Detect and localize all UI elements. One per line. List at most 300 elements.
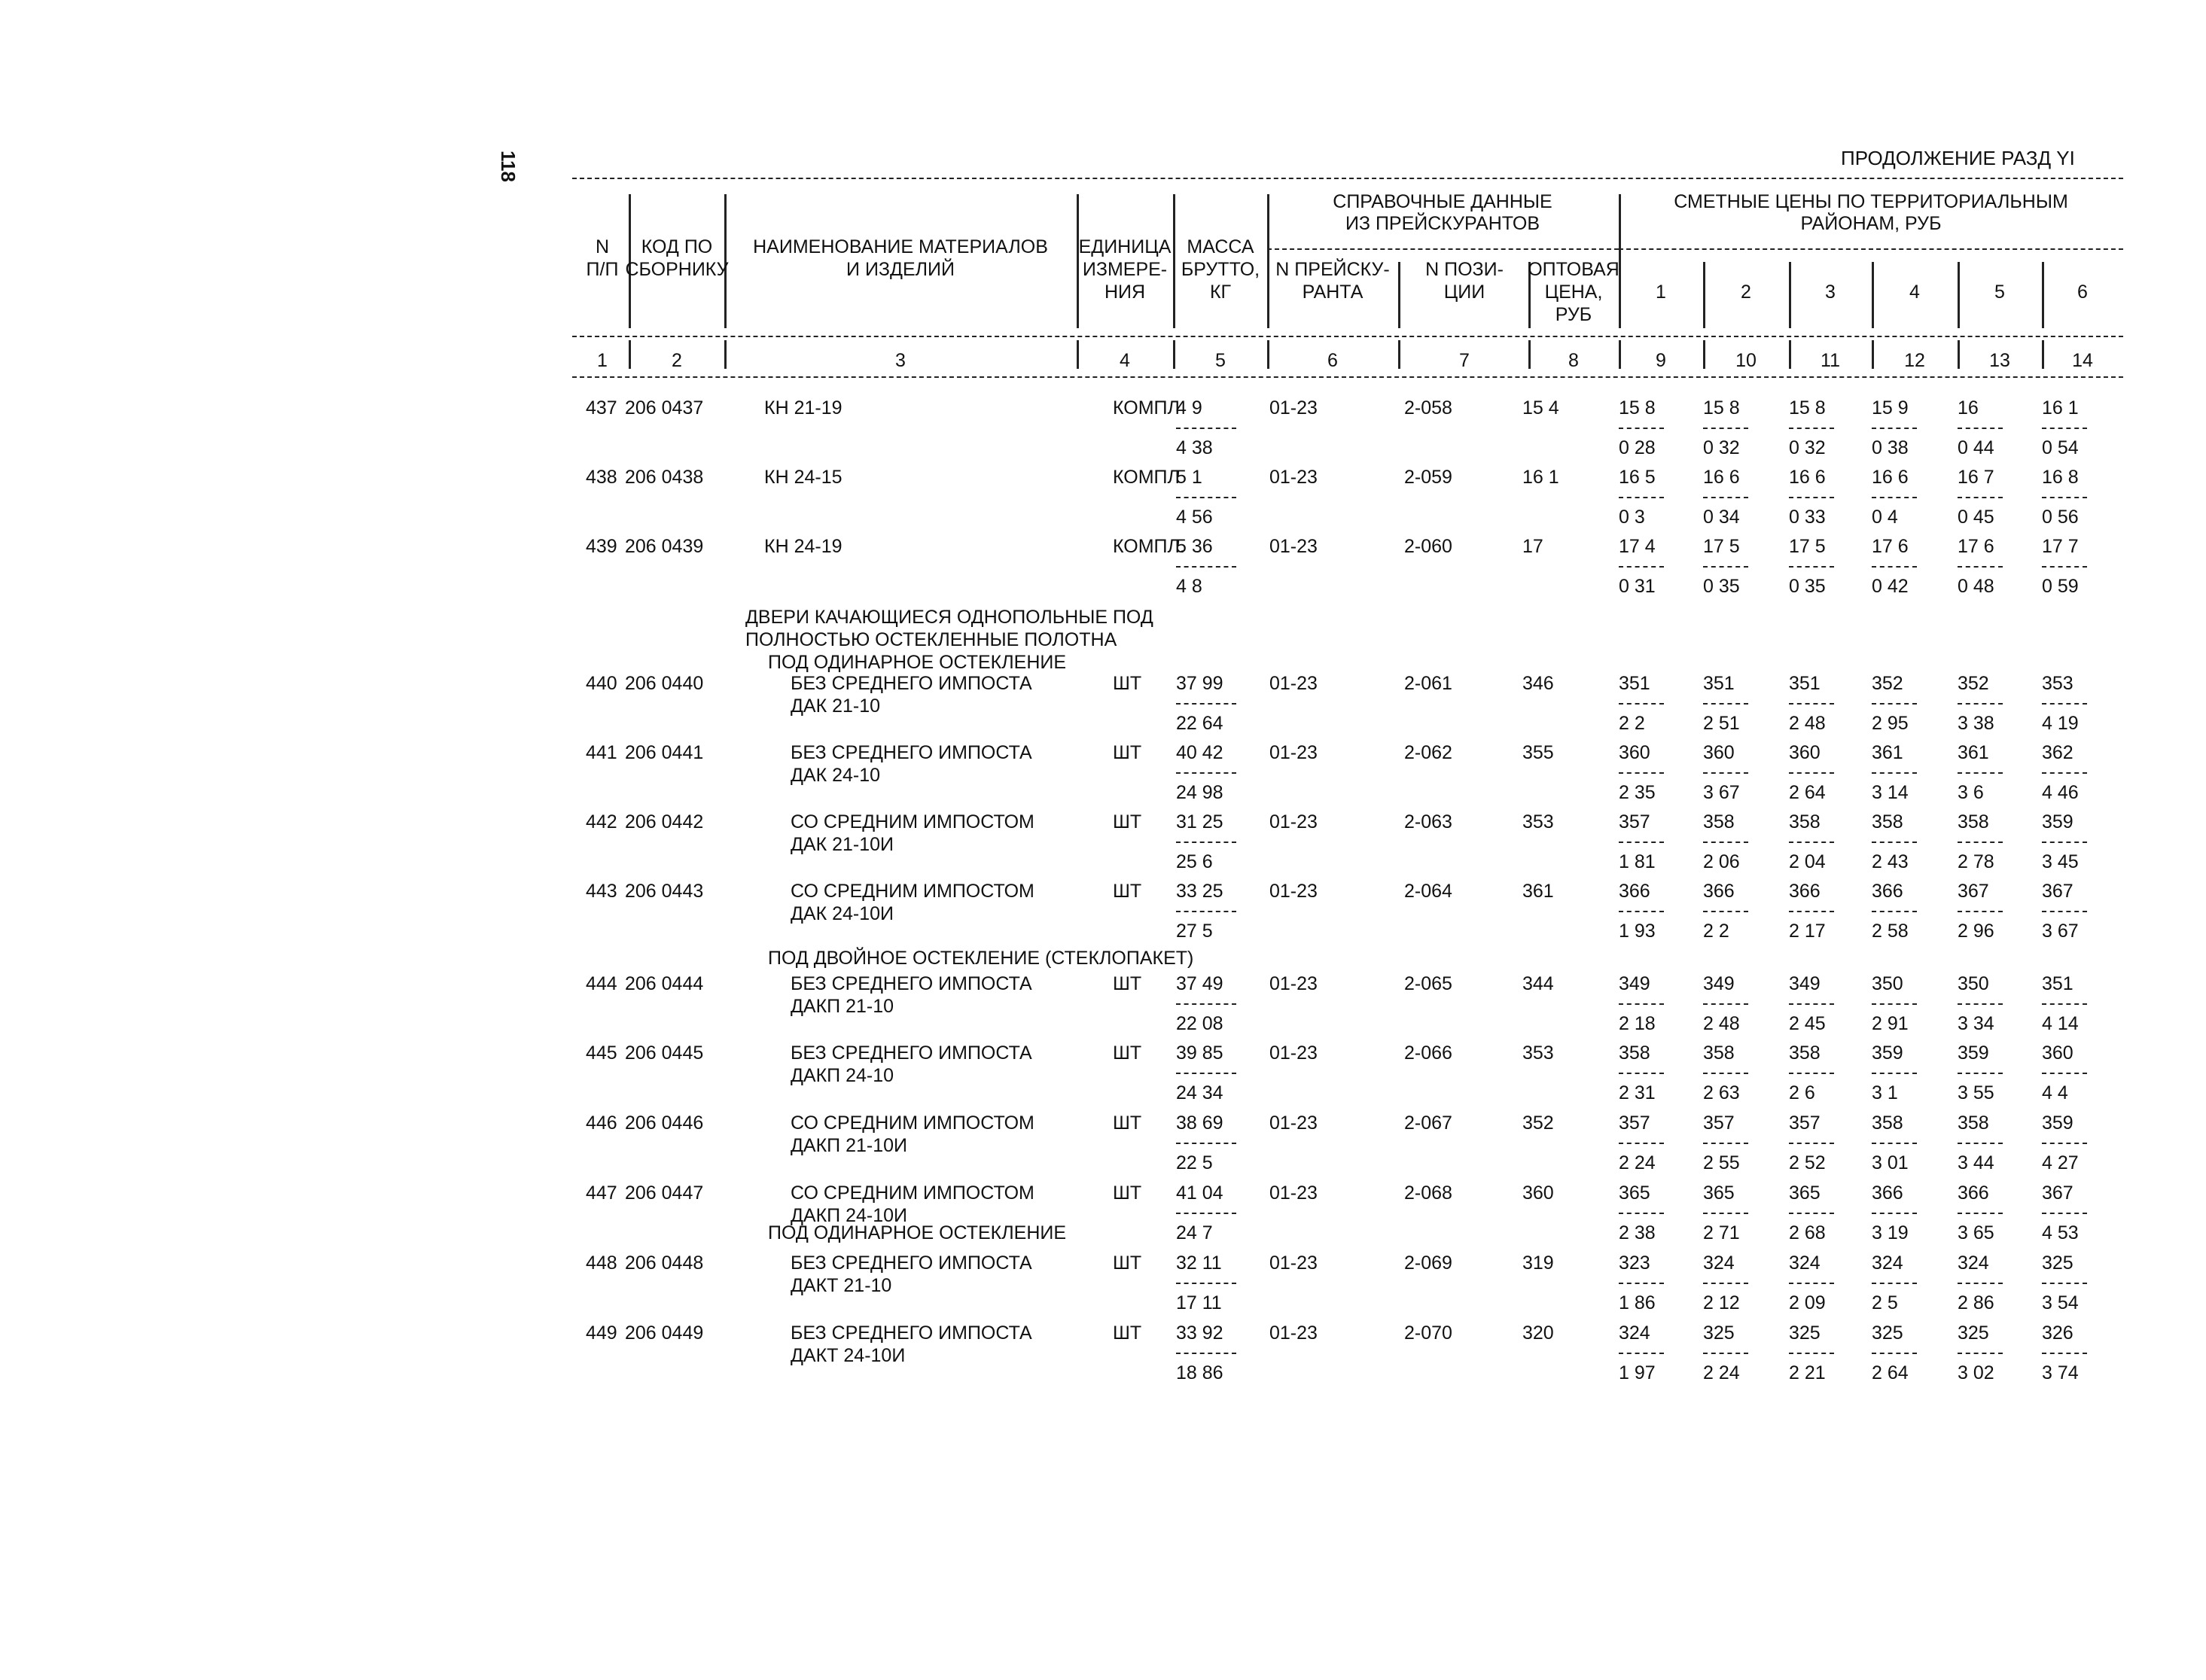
row-region-transport-2: 0 35 — [1703, 576, 1740, 597]
price-fraction-line — [1958, 911, 2003, 912]
row-region-price-3: 15 8 — [1789, 397, 1826, 418]
mass-fraction-line — [1176, 911, 1236, 912]
row-pricelist: 01-23 — [1269, 973, 1318, 994]
row-region-price-2: 365 — [1703, 1182, 1735, 1204]
row-region-price-5: 358 — [1958, 1112, 1989, 1134]
header-divider — [1872, 340, 1874, 369]
row-region-transport-3: 2 17 — [1789, 921, 1826, 942]
row-region-transport-3: 2 09 — [1789, 1292, 1826, 1313]
row-region-transport-6: 3 74 — [2042, 1362, 2079, 1383]
row-pricelist: 01-23 — [1269, 673, 1318, 694]
row-code: 206 0447 — [625, 1182, 704, 1204]
row-pricelist: 01-23 — [1269, 1322, 1318, 1344]
row-name: ДАКП 24-10 — [791, 1065, 894, 1086]
row-code: 206 0449 — [625, 1322, 704, 1344]
row-region-price-5: 324 — [1958, 1252, 1989, 1274]
row-region-transport-6: 4 46 — [2042, 782, 2079, 803]
col-header-region-6: 6 — [2077, 282, 2088, 303]
row-mass: 37 49 — [1176, 973, 1223, 994]
row-region-transport-2: 3 67 — [1703, 782, 1740, 803]
row-region-transport-3: 2 64 — [1789, 782, 1826, 803]
col-header-region-1: 1 — [1656, 282, 1666, 303]
price-fraction-line — [1619, 1073, 1664, 1074]
row-region-price-5: 366 — [1958, 1182, 1989, 1204]
row-region-price-4: 352 — [1872, 673, 1903, 694]
price-fraction-line — [1619, 428, 1664, 429]
row-region-transport-4: 3 1 — [1872, 1082, 1898, 1103]
row-region-transport-1: 2 18 — [1619, 1013, 1656, 1034]
row-position: 2-061 — [1404, 673, 1452, 694]
row-region-transport-5: 0 44 — [1958, 437, 1994, 458]
row-region-transport-5: 3 65 — [1958, 1222, 1994, 1243]
row-region-transport-4: 0 4 — [1872, 507, 1898, 528]
col-header-code: СБОРНИКУ — [625, 259, 729, 280]
row-region-price-1: 17 4 — [1619, 536, 1656, 557]
price-fraction-line — [1789, 911, 1834, 912]
row-unit: ШТ — [1113, 673, 1142, 694]
mass-fraction-line — [1176, 772, 1236, 774]
row-position: 2-066 — [1404, 1042, 1452, 1064]
row-mass-secondary: 4 8 — [1176, 576, 1202, 597]
row-region-price-5: 358 — [1958, 811, 1989, 832]
row-region-price-2: 351 — [1703, 673, 1735, 694]
row-region-transport-3: 0 35 — [1789, 576, 1826, 597]
price-fraction-line — [1789, 772, 1834, 774]
row-region-price-2: 325 — [1703, 1322, 1735, 1344]
row-region-transport-3: 0 33 — [1789, 507, 1826, 528]
price-fraction-line — [2042, 1213, 2087, 1214]
header-divider — [2042, 262, 2044, 328]
col-number-7: 7 — [1459, 350, 1470, 371]
row-name: ДАК 24-10И — [791, 903, 894, 924]
row-region-price-2: 357 — [1703, 1112, 1735, 1134]
row-region-transport-6: 4 4 — [2042, 1082, 2068, 1103]
row-code: 206 0440 — [625, 673, 704, 694]
row-position: 2-064 — [1404, 881, 1452, 902]
row-region-price-4: 366 — [1872, 1182, 1903, 1204]
mass-fraction-line — [1176, 1353, 1236, 1354]
row-code: 206 0442 — [625, 811, 704, 832]
row-region-transport-2: 2 24 — [1703, 1362, 1740, 1383]
row-number: 448 — [586, 1252, 617, 1274]
row-region-transport-4: 2 5 — [1872, 1292, 1898, 1313]
row-position: 2-062 — [1404, 742, 1452, 763]
col-header-wholesale: РУБ — [1555, 304, 1592, 325]
row-pricelist: 01-23 — [1269, 1182, 1318, 1204]
col-header-unit: ЕДИНИЦА — [1078, 236, 1172, 257]
price-fraction-line — [1703, 428, 1748, 429]
row-name: КН 24-19 — [764, 536, 842, 557]
mass-fraction-line — [1176, 497, 1236, 498]
price-group-title: СМЕТНЫЕ ЦЕНЫ ПО ТЕРРИТОРИАЛЬНЫМ — [1674, 191, 2068, 212]
col-header-mass: БРУТТО, — [1181, 259, 1260, 280]
row-mass-secondary: 22 08 — [1176, 1013, 1223, 1034]
row-region-transport-5: 3 34 — [1958, 1013, 1994, 1034]
price-fraction-line — [1958, 772, 2003, 774]
row-region-transport-6: 4 27 — [2042, 1152, 2079, 1173]
row-region-price-2: 366 — [1703, 881, 1735, 902]
row-region-transport-1: 1 86 — [1619, 1292, 1656, 1313]
row-region-price-2: 349 — [1703, 973, 1735, 994]
row-code: 206 0446 — [625, 1112, 704, 1134]
row-region-price-3: 325 — [1789, 1322, 1821, 1344]
row-region-transport-5: 3 38 — [1958, 713, 1994, 734]
row-region-transport-4: 2 43 — [1872, 851, 1909, 872]
row-region-price-3: 16 6 — [1789, 467, 1826, 488]
row-region-price-1: 358 — [1619, 1042, 1650, 1064]
row-wholesale-price: 361 — [1522, 881, 1554, 902]
price-fraction-line — [2042, 703, 2087, 705]
row-number: 439 — [586, 536, 617, 557]
col-header-name: НАИМЕНОВАНИЕ МАТЕРИАЛОВ — [753, 236, 1048, 257]
row-region-transport-1: 2 24 — [1619, 1152, 1656, 1173]
row-wholesale-price: 353 — [1522, 811, 1554, 832]
header-divider — [1077, 194, 1079, 328]
header-divider — [1528, 340, 1531, 369]
row-region-transport-4: 2 58 — [1872, 921, 1909, 942]
row-unit: ШТ — [1113, 811, 1142, 832]
row-name: СО СРЕДНИМ ИМПОСТОМ — [791, 1112, 1034, 1134]
row-pricelist: 01-23 — [1269, 1042, 1318, 1064]
row-region-transport-4: 0 42 — [1872, 576, 1909, 597]
row-name: ДАКТ 24-10И — [791, 1345, 906, 1366]
row-number: 438 — [586, 467, 617, 488]
price-fraction-line — [2042, 1143, 2087, 1144]
row-unit: КОМПЛ — [1113, 467, 1180, 488]
price-fraction-line — [1872, 497, 1917, 498]
row-region-transport-3: 2 52 — [1789, 1152, 1826, 1173]
price-fraction-line — [1789, 1003, 1834, 1005]
price-fraction-line — [1619, 703, 1664, 705]
row-region-price-1: 349 — [1619, 973, 1650, 994]
row-region-price-6: 16 1 — [2042, 397, 2079, 418]
row-region-transport-2: 2 12 — [1703, 1292, 1740, 1313]
header-top-border — [572, 178, 2123, 179]
price-fraction-line — [1872, 1283, 1917, 1284]
row-region-price-4: 325 — [1872, 1322, 1903, 1344]
row-region-price-3: 349 — [1789, 973, 1821, 994]
price-fraction-line — [2042, 911, 2087, 912]
row-region-transport-3: 2 21 — [1789, 1362, 1826, 1383]
header-divider — [1267, 340, 1269, 369]
price-fraction-line — [1872, 428, 1917, 429]
row-position: 2-060 — [1404, 536, 1452, 557]
price-fraction-line — [2042, 842, 2087, 843]
col-header-region-2: 2 — [1741, 282, 1751, 303]
row-region-price-1: 365 — [1619, 1182, 1650, 1204]
row-pricelist: 01-23 — [1269, 1112, 1318, 1134]
mass-fraction-line — [1176, 1073, 1236, 1074]
row-wholesale-price: 15 4 — [1522, 397, 1559, 418]
page-number: 118 — [497, 151, 520, 182]
row-region-price-2: 360 — [1703, 742, 1735, 763]
col-header-position: ЦИИ — [1443, 282, 1485, 303]
mass-fraction-line — [1176, 703, 1236, 705]
row-number: 449 — [586, 1322, 617, 1344]
row-region-price-6: 353 — [2042, 673, 2073, 694]
price-fraction-line — [1958, 1073, 2003, 1074]
row-region-price-1: 357 — [1619, 811, 1650, 832]
ref-group-title: ИЗ ПРЕЙСКУРАНТОВ — [1345, 213, 1540, 234]
price-fraction-line — [2042, 772, 2087, 774]
row-region-price-6: 325 — [2042, 1252, 2073, 1274]
col-header-num: N — [595, 236, 610, 257]
price-group-underline — [1619, 248, 2123, 250]
row-unit: ШТ — [1113, 881, 1142, 902]
price-fraction-line — [1872, 1073, 1917, 1074]
price-fraction-line — [1789, 1143, 1834, 1144]
row-region-transport-2: 2 06 — [1703, 851, 1740, 872]
header-divider — [724, 340, 727, 369]
row-region-transport-5: 3 02 — [1958, 1362, 1994, 1383]
row-region-price-5: 361 — [1958, 742, 1989, 763]
col-number-11: 11 — [1821, 350, 1840, 371]
price-fraction-line — [2042, 1283, 2087, 1284]
row-region-transport-3: 2 6 — [1789, 1082, 1815, 1103]
row-region-price-1: 324 — [1619, 1322, 1650, 1344]
row-region-price-3: 351 — [1789, 673, 1821, 694]
row-name: СО СРЕДНИМ ИМПОСТОМ — [791, 811, 1034, 832]
row-region-transport-4: 2 64 — [1872, 1362, 1909, 1383]
header-divider — [2042, 340, 2044, 369]
row-region-price-2: 358 — [1703, 811, 1735, 832]
row-name: СО СРЕДНИМ ИМПОСТОМ — [791, 1182, 1034, 1204]
row-name: БЕЗ СРЕДНЕГО ИМПОСТА — [791, 742, 1032, 763]
col-header-pricelist: N ПРЕЙСКУ- — [1275, 259, 1390, 280]
row-region-transport-2: 0 32 — [1703, 437, 1740, 458]
section-subheading: ПОД ДВОЙНОЕ ОСТЕКЛЕНИЕ (СТЕКЛОПАКЕТ) — [768, 948, 1194, 969]
row-name: ДАКТ 21-10 — [791, 1275, 892, 1296]
row-position: 2-068 — [1404, 1182, 1452, 1204]
row-region-price-3: 365 — [1789, 1182, 1821, 1204]
header-divider — [1077, 340, 1079, 369]
row-unit: ШТ — [1113, 973, 1142, 994]
price-fraction-line — [1958, 703, 2003, 705]
row-region-transport-4: 3 19 — [1872, 1222, 1909, 1243]
col-number-3: 3 — [895, 350, 906, 371]
row-region-transport-6: 4 19 — [2042, 713, 2079, 734]
row-region-price-5: 367 — [1958, 881, 1989, 902]
col-number-4: 4 — [1120, 350, 1130, 371]
price-fraction-line — [1619, 1213, 1664, 1214]
ref-group-underline — [1267, 248, 1619, 250]
row-number: 445 — [586, 1042, 617, 1064]
row-name: БЕЗ СРЕДНЕГО ИМПОСТА — [791, 1322, 1032, 1344]
price-fraction-line — [1703, 911, 1748, 912]
row-region-transport-6: 0 56 — [2042, 507, 2079, 528]
ref-group-title: СПРАВОЧНЫЕ ДАННЫЕ — [1333, 191, 1552, 212]
price-fraction-line — [1619, 1143, 1664, 1144]
col-header-wholesale: ЦЕНА, — [1544, 282, 1603, 303]
row-region-transport-2: 2 55 — [1703, 1152, 1740, 1173]
mass-fraction-line — [1176, 1143, 1236, 1144]
row-pricelist: 01-23 — [1269, 467, 1318, 488]
col-header-mass: МАССА — [1187, 236, 1254, 257]
row-pricelist: 01-23 — [1269, 742, 1318, 763]
price-fraction-line — [1789, 703, 1834, 705]
row-region-price-2: 16 6 — [1703, 467, 1740, 488]
mass-fraction-line — [1176, 842, 1236, 843]
price-fraction-line — [1619, 566, 1664, 568]
row-region-price-6: 360 — [2042, 1042, 2073, 1064]
row-region-price-4: 366 — [1872, 881, 1903, 902]
price-fraction-line — [1872, 772, 1917, 774]
price-fraction-line — [1703, 1353, 1748, 1354]
section-subheading: ПОД ОДИНАРНОЕ ОСТЕКЛЕНИЕ — [768, 1222, 1067, 1243]
col-header-unit: НИЯ — [1104, 282, 1146, 303]
price-fraction-line — [1958, 1143, 2003, 1144]
row-name: КН 21-19 — [764, 397, 842, 418]
col-number-1: 1 — [597, 350, 608, 371]
row-region-transport-6: 3 45 — [2042, 851, 2079, 872]
row-region-price-6: 367 — [2042, 881, 2073, 902]
col-number-9: 9 — [1656, 350, 1666, 371]
row-region-price-3: 366 — [1789, 881, 1821, 902]
price-fraction-line — [1619, 772, 1664, 774]
row-wholesale-price: 355 — [1522, 742, 1554, 763]
row-name: БЕЗ СРЕДНЕГО ИМПОСТА — [791, 1252, 1032, 1274]
row-region-price-4: 16 6 — [1872, 467, 1909, 488]
row-position: 2-070 — [1404, 1322, 1452, 1344]
col-header-name: И ИЗДЕЛИЙ — [846, 259, 955, 280]
row-mass: 5 1 — [1176, 467, 1202, 488]
row-mass: 38 69 — [1176, 1112, 1223, 1134]
row-region-price-3: 17 5 — [1789, 536, 1826, 557]
row-number: 441 — [586, 742, 617, 763]
price-fraction-line — [1703, 842, 1748, 843]
col-header-wholesale: ОПТОВАЯ — [1528, 259, 1619, 280]
row-name: ДАК 21-10 — [791, 695, 881, 717]
row-region-transport-1: 1 97 — [1619, 1362, 1656, 1383]
row-region-price-6: 17 7 — [2042, 536, 2079, 557]
price-fraction-line — [1958, 428, 2003, 429]
row-code: 206 0439 — [625, 536, 704, 557]
col-number-14: 14 — [2072, 350, 2093, 371]
row-region-transport-2: 2 51 — [1703, 713, 1740, 734]
row-region-transport-2: 2 63 — [1703, 1082, 1740, 1103]
row-region-transport-3: 2 68 — [1789, 1222, 1826, 1243]
price-fraction-line — [1872, 566, 1917, 568]
row-number: 446 — [586, 1112, 617, 1134]
price-fraction-line — [2042, 1003, 2087, 1005]
row-code: 206 0444 — [625, 973, 704, 994]
row-region-price-3: 324 — [1789, 1252, 1821, 1274]
row-region-transport-1: 2 31 — [1619, 1082, 1656, 1103]
row-region-transport-5: 3 55 — [1958, 1082, 1994, 1103]
row-region-transport-1: 2 38 — [1619, 1222, 1656, 1243]
row-name: КН 24-15 — [764, 467, 842, 488]
row-mass-secondary: 24 34 — [1176, 1082, 1223, 1103]
col-header-num: П/П — [586, 259, 619, 280]
price-fraction-line — [1958, 1353, 2003, 1354]
row-region-transport-6: 0 54 — [2042, 437, 2079, 458]
row-unit: ШТ — [1113, 1322, 1142, 1344]
price-fraction-line — [1872, 703, 1917, 705]
price-fraction-line — [1703, 497, 1748, 498]
price-fraction-line — [1703, 1003, 1748, 1005]
col-number-10: 10 — [1735, 350, 1757, 371]
row-region-transport-3: 2 45 — [1789, 1013, 1826, 1034]
row-pricelist: 01-23 — [1269, 811, 1318, 832]
row-code: 206 0441 — [625, 742, 704, 763]
row-region-price-2: 17 5 — [1703, 536, 1740, 557]
row-name: БЕЗ СРЕДНЕГО ИМПОСТА — [791, 973, 1032, 994]
row-region-price-5: 16 7 — [1958, 467, 1994, 488]
row-wholesale-price: 353 — [1522, 1042, 1554, 1064]
price-fraction-line — [1619, 842, 1664, 843]
col-number-2: 2 — [672, 350, 682, 371]
row-wholesale-price: 344 — [1522, 973, 1554, 994]
price-fraction-line — [1872, 1213, 1917, 1214]
price-fraction-line — [1958, 1003, 2003, 1005]
row-region-transport-4: 0 38 — [1872, 437, 1909, 458]
header-divider — [1173, 194, 1175, 328]
price-fraction-line — [1958, 1283, 2003, 1284]
price-fraction-line — [1619, 497, 1664, 498]
header-divider — [1789, 340, 1791, 369]
row-region-transport-6: 0 59 — [2042, 576, 2079, 597]
row-unit: ШТ — [1113, 1182, 1142, 1204]
row-pricelist: 01-23 — [1269, 397, 1318, 418]
row-region-price-2: 358 — [1703, 1042, 1735, 1064]
row-pricelist: 01-23 — [1269, 536, 1318, 557]
row-region-price-1: 16 5 — [1619, 467, 1656, 488]
price-fraction-line — [1619, 911, 1664, 912]
row-region-price-6: 351 — [2042, 973, 2073, 994]
header-divider — [1173, 340, 1175, 369]
row-region-transport-5: 2 96 — [1958, 921, 1994, 942]
row-region-transport-5: 3 6 — [1958, 782, 1984, 803]
row-region-price-6: 367 — [2042, 1182, 2073, 1204]
row-region-price-5: 325 — [1958, 1322, 1989, 1344]
row-unit: КОМПЛ. — [1113, 536, 1185, 557]
row-region-price-1: 357 — [1619, 1112, 1650, 1134]
row-region-transport-2: 2 2 — [1703, 921, 1729, 942]
price-fraction-line — [1703, 1143, 1748, 1144]
row-region-transport-2: 0 34 — [1703, 507, 1740, 528]
header-divider — [629, 340, 631, 369]
row-number: 442 — [586, 811, 617, 832]
row-region-price-5: 17 6 — [1958, 536, 1994, 557]
row-region-transport-4: 3 01 — [1872, 1152, 1909, 1173]
row-region-transport-2: 2 71 — [1703, 1222, 1740, 1243]
row-unit: КОМПЛ — [1113, 397, 1180, 418]
row-code: 206 0437 — [625, 397, 704, 418]
row-region-price-6: 359 — [2042, 811, 2073, 832]
col-header-unit: ИЗМЕРЕ- — [1082, 259, 1168, 280]
row-region-transport-5: 2 86 — [1958, 1292, 1994, 1313]
price-fraction-line — [1872, 911, 1917, 912]
price-fraction-line — [1789, 497, 1834, 498]
row-region-price-5: 16 — [1958, 397, 1979, 418]
row-region-transport-1: 0 31 — [1619, 576, 1656, 597]
row-region-transport-3: 2 48 — [1789, 713, 1826, 734]
row-region-price-4: 350 — [1872, 973, 1903, 994]
row-region-price-3: 358 — [1789, 1042, 1821, 1064]
price-fraction-line — [1789, 1073, 1834, 1074]
row-region-transport-5: 0 48 — [1958, 576, 1994, 597]
price-fraction-line — [1958, 497, 2003, 498]
row-wholesale-price: 319 — [1522, 1252, 1554, 1274]
price-fraction-line — [2042, 428, 2087, 429]
col-number-12: 12 — [1904, 350, 1925, 371]
mass-fraction-line — [1176, 428, 1236, 429]
row-position: 2-069 — [1404, 1252, 1452, 1274]
header-divider — [1398, 340, 1400, 369]
price-fraction-line — [1703, 1073, 1748, 1074]
row-mass-secondary: 22 64 — [1176, 713, 1223, 734]
row-pricelist: 01-23 — [1269, 1252, 1318, 1274]
